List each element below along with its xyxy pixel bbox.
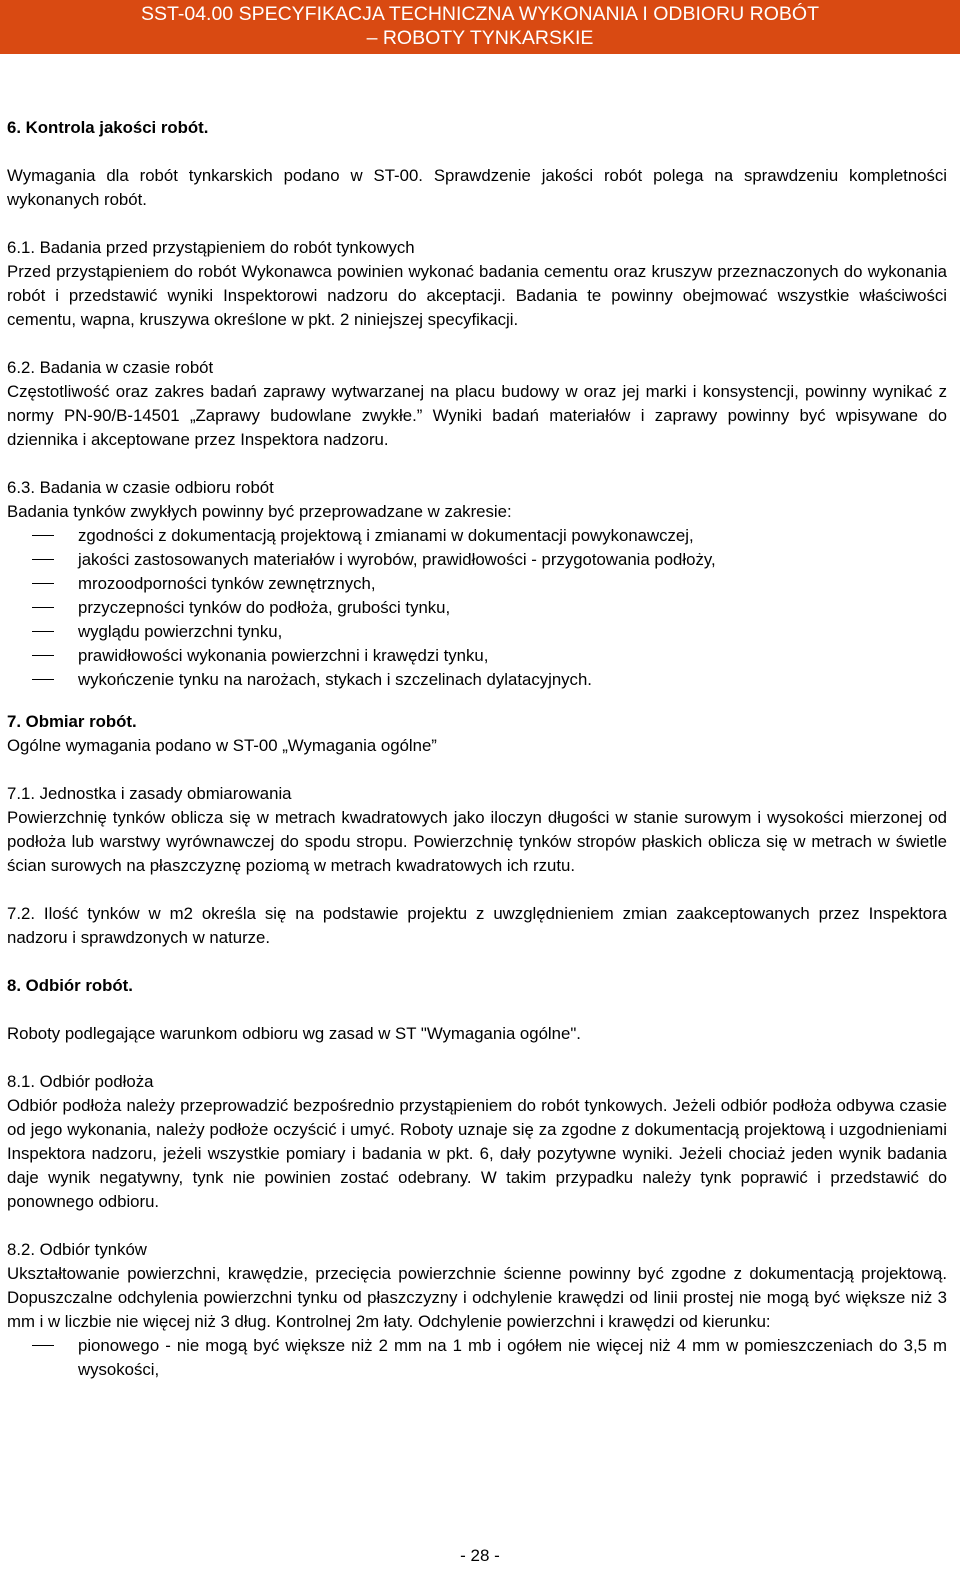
section-7-1-title: 7.1. Jednostka i zasady obmiarowania [7,784,292,803]
list-item: jakości zastosowanych materiałów i wyrobów, prawidłowości - przygotowania podłoży, [7,548,947,572]
list-item: wykończenie tynku na narożach, stykach i szczelinach dylatacyjnych. [7,668,947,692]
header-title: SST-04.00 SPECYFIKACJA TECHNICZNA WYKONANIA I ODBIORU ROBÓT [141,3,819,25]
list-item: zgodności z dokumentacją projektową i zmianami w dokumentacji powykonawczej, [7,524,947,548]
section-8-2-body: Ukształtowanie powierzchni, krawędzie, przecięcia powierzchnie ścienne powinny być zgodne z dokumentacją projektową. Dopuszczalne odchylenia powierzchni tynku od płaszczyzny i odchylenie krawędzi od linii prostej nie mogą być większe niż 3 mm i w liczbie nie więcej niż 3 dług. Kontrolnej 2m łaty. Odchylenie powierzchni i krawędzi od kierunku: [7,1264,947,1331]
section-8-2-title: 8.2. Odbiór tynków [7,1240,147,1259]
list-item: wyglądu powierzchni tynku, [7,620,947,644]
document-header [0,0,960,54]
section-8-heading: 8. Odbiór robót. [7,976,133,995]
document-body [7,116,947,1382]
header-subtitle: – ROBOTY TYNKARSKIE [366,27,594,49]
section-7-heading: 7. Obmiar robót. [7,712,137,731]
section-6-1-body: Przed przystąpieniem do robót Wykonawca powinien wykonać badania cementu oraz kruszyw przeznaczonych do wykonania robót i przedstawić wyniki Inspektorowi nadzoru do akceptacji. Badania te powinny obejmować wszystkie właściwości cementu, wapna, kruszywa określone w pkt. 2 niniejszej specyfikacji. [7,262,947,329]
section-8-2-list [7,1334,947,1382]
section-6-intro: Wymagania dla robót tynkarskich podano w ST-00. Sprawdzenie jakości robót polega na sprawdzeniu kompletności wykonanych robót. [7,166,947,209]
section-6-1-title: 6.1. Badania przed przystąpieniem do robót tynkowych [7,238,415,257]
section-8-intro: Roboty podlegające warunkom odbioru wg zasad w ST "Wymagania ogólne". [7,1024,581,1043]
page-number: - 28 - [460,1546,500,1565]
section-7-1-body: Powierzchnię tynków oblicza się w metrach kwadratowych jako iloczyn długości w stanie surowym i wysokości mierzonej od podłoża lub warstwy wyrównawczej do spodu stropu. Powierzchnię tynków stropów płaskich oblicza się w metrach w świetle ścian surowych na płaszczyznę poziomą w metrach kwadratowych ich rzutu. [7,808,947,875]
section-6-3-lead: Badania tynków zwykłych powinny być przeprowadzane w zakresie: [7,502,512,521]
section-6-3-list [7,524,947,692]
section-8-1-body: Odbiór podłoża należy przeprowadzić bezpośrednio przystąpieniem do robót tynkowych. Jeżeli odbiór podłoża odbywa czasie od jego wykonania, należy podłoże oczyścić i umyć. Roboty uznaje się za zgodne z dokumentacją projektową i uzgodnieniami Inspektora nadzoru, jeżeli wszystkie pomiary i badania w pkt. 6, dały pozytywne wyniki. Jeżeli chociaż jeden wynik badania daje wynik negatywny, tynk nie powinien zostać odebrany. W takim przypadku należy tynk poprawić i przedstawić do ponownego odbioru. [7,1096,947,1211]
list-item: prawidłowości wykonania powierzchni i krawędzi tynku, [7,644,947,668]
section-6-3-title: 6.3. Badania w czasie odbioru robót [7,478,274,497]
section-7-2-body: 7.2. Ilość tynków w m2 określa się na podstawie projektu z uwzględnieniem zmian zaakceptowanych przez Inspektora nadzoru i sprawdzonych w naturze. [7,904,947,947]
list-item: pionowego - nie mogą być większe niż 2 mm na 1 mb i ogółem nie więcej niż 4 mm w pomieszczeniach do 3,5 m wysokości, [7,1334,947,1382]
section-7-intro: Ogólne wymagania podano w ST-00 „Wymagania ogólne” [7,736,437,755]
list-item: przyczepności tynków do podłoża, grubości tynku, [7,596,947,620]
section-6-heading: 6. Kontrola jakości robót. [7,118,209,137]
list-item: mrozoodporności tynków zewnętrznych, [7,572,947,596]
section-6-2-body: Częstotliwość oraz zakres badań zaprawy wytwarzanej na placu budowy w oraz jej marki i konsystencji, powinny wynikać z normy PN-90/B-14501 „Zaprawy budowlane zwykłe.” Wyniki badań materiałów i zaprawy powinny być wpisywane do dziennika i akceptowane przez Inspektora nadzoru. [7,382,947,449]
section-6-2-title: 6.2. Badania w czasie robót [7,358,214,377]
section-8-1-title: 8.1. Odbiór podłoża [7,1072,154,1091]
